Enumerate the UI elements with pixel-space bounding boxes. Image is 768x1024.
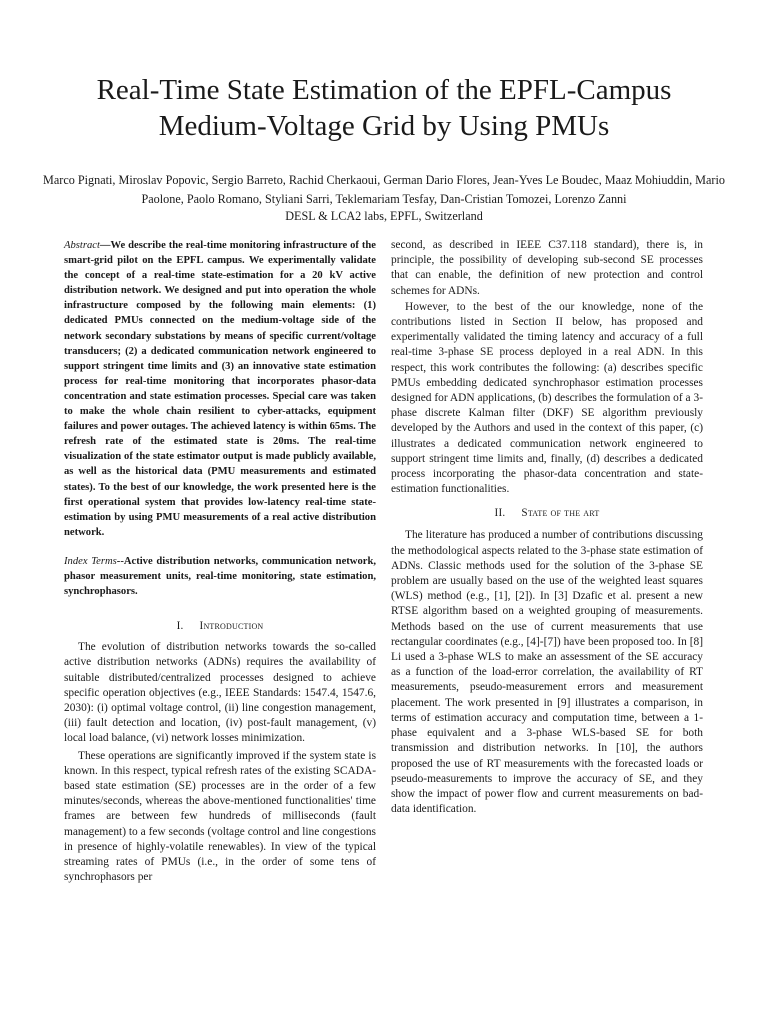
abstract — [64, 238, 376, 540]
intro-paragraph-1: The evolution of distribution networks towards the so-called active distribution networks (ADNs) requires the availability of suitable distributed/centralized processes designed to achieve specific operation objectives (e.g., IEEE Standards: 1547.4, 1547.6, 2030): (i) optimal voltage control, (ii) line congestion management, (iii) fault detection and location, (iv) post-fault management, (v) local load balance, (vi) network losses minimization. — [64, 641, 376, 745]
abstract-text: —We describe the real-time monitoring infrastructure of the smart-grid pilot on the EPFL campus. We experimentally validate the concept of a real-time state-estimation for a 20 kV active distribution network. We designed and put into operation the whole infrastructure composed by the following main elements: (1) dedicated PMUs connected on the medium-voltage side of the network secondary substations by means of specific current/voltage transducers; (2) a dedicated communication network engineered to support stringent time limits and (3) an innovative state estimation process for real-time monitoring that incorporates phasor-data concentration and state estimation processes. Special care was taken to make the whole chain resilient to cyber-attacks, equipment failures and power outages. The achieved latency is within 65ms. The refresh rate of the estimated state is 20ms. The real-time visualization of the state estimator output is made publicly available, as well as the historical data (PMU measurements and estimated states). To the best of our knowledge, the work presented here is the first operational system that provides low-latency real-time state-estimation by using PMU measurements of a real active distribution network. — [64, 240, 376, 538]
paper-title: Real-Time State Estimation of the EPFL-Campus Medium-Voltage Grid by Using PMUs — [96, 74, 672, 142]
section-title: State of the art — [521, 507, 600, 520]
author-list: Marco Pignati, Miroslav Popovic, Sergio Barreto, Rachid Cherkaoui, German Dario Flores, Jean-Yves Le Boudec, Maaz Mohiuddin, Mario Paolone, Paolo Romano, Styliani Sarri, Teklemariam Tesfay, Dan-Cristian Tomozei, Lorenzo Zanni — [43, 173, 725, 206]
right-column — [391, 238, 703, 817]
intro-paragraph-2: These operations are significantly improved if the system state is known. In this respect, typical refresh rates of the existing SCADA-based state estimation (SE) processes are in the order of a few minutes/seconds, whereas the above-mentioned functionalities' time frames are between few hundreds of milliseconds (fault management) to a few seconds (voltage control and line congestions in presence of highly-volatile renewables). In view of the typical streaming rates of PMUs (i.e., in the order of some tens of synchrophasors per — [64, 749, 376, 884]
index-terms-label: Index Terms — [64, 555, 117, 567]
section-heading-introduction — [64, 619, 376, 634]
section-heading-state-of-the-art — [391, 506, 703, 521]
abstract-label: Abstract — [64, 240, 100, 251]
state-of-art-paragraph: The literature has produced a number of contributions discussing the methodological aspects related to the 3-phase state estimation of ADNs. Classic methods used for the solution of the 3-phase SE problem are usually based on the use of the weighted least squares (WLS) method (e.g., [1], [2]). In [3] Dzafic et al. present a new RTSE algorithm based on a weighted grouping of measurements. Methods based on the use of current measurements that use rectangular coordinates (e.g., [4]-[7]) have been proposed too. In [8] Li used a 3-phase WLS to make an assessment of the SE accuracy as a function of the load-error correlation, the availability of RT measurements, pseudo-measurement errors and measurement placement. The work presented in [9] illustrates a comparison, in terms of estimation accuracy and computation time, between a 1-phase equivalent and a 3-phase WLS-based SE for both transmission and distribution networks. In [10], the authors proposed the use of RT measurements with the forecasted loads or pseudo-measurements to improve the accuracy of SE, and they show the impact of power flow and current measurements on bad-data identification. — [391, 529, 703, 816]
left-column — [64, 238, 376, 885]
index-terms — [64, 554, 376, 599]
intro-continuation: second, as described in IEEE C37.118 standard), there is, in principle, the possibility of developing sub-second SE processes that can enable, the definition of new protection and control schemes for ADNs. — [391, 239, 703, 297]
section-title: Introduction — [199, 620, 264, 633]
index-terms-text: --Active distribution networks, communication network, phasor measurement units, real-time monitoring, state estimation, synchrophasors. — [64, 555, 376, 598]
section-number: II. — [494, 507, 506, 520]
section-number: I. — [176, 620, 184, 633]
affiliation: DESL & LCA2 labs, EPFL, Switzerland — [285, 209, 483, 223]
intro-paragraph-3: However, to the best of the our knowledge, none of the contributions listed in Section II below, has proposed and experimentally validated the timing latency and accuracy of a full real-time 3-phase SE process deployed in a real ADN. In this respect, this work contributes the following: (a) describes specific PMUs embedding dedicated synchrophasor estimation processes designed for ADN applications, (b) describes the formulation of a 3-phase discrete Kalman filter (DKF) SE algorithm previously developed by the Authors and used in the context of this paper, (c) illustrates a dedicated communication network engineered to support stringent time limits and, finally, (d) describes a dedicated process incorporating the phasor-data concentration and state-estimation functionalities. — [391, 300, 703, 496]
